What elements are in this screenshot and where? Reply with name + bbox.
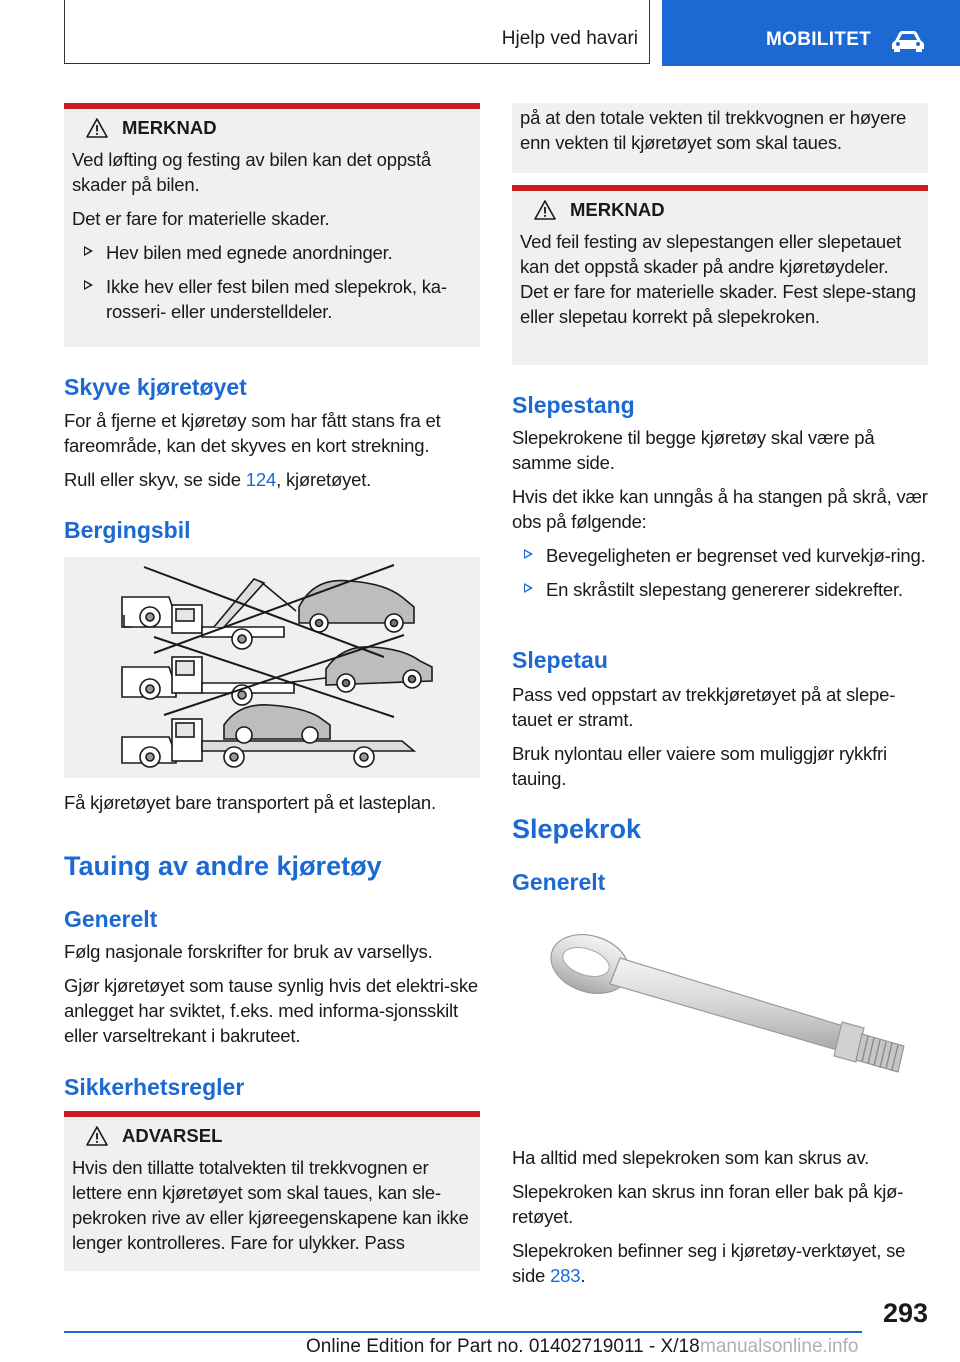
paragraph: Ha alltid med slepekroken som kan skrus av. (512, 1147, 870, 1168)
notice-list (72, 240, 470, 324)
list-item: Ikke hev eller fest bilen med slepekrok, ka-rosseri- eller understelldeler. (72, 274, 470, 324)
header-section-title: Hjelp ved havari (501, 28, 638, 49)
paragraph: For å fjerne et kjøretøy som har fått stans fra et fareområde, kan det skyves en kort strekning. (64, 410, 441, 456)
tow-bar-list (512, 543, 928, 602)
subheading-general: Generelt (512, 869, 606, 895)
warning-triangle-icon (86, 1126, 108, 1146)
warning-title-text: ADVARSEL (122, 1125, 223, 1146)
warning-text: Hvis den tillatte totalvekten til trekkvognen er lettere enn kjøretøyet som skal taues, kan sle-pekroken rive av eller kjøreegenskapene kan ikke lenger kontrolleres. Fare for ulykker. Pass (72, 1157, 469, 1253)
list-item: Hev bilen med egnede anordninger. (72, 240, 470, 265)
page-number: 293 (882, 1298, 928, 1328)
notice-box-lifting (64, 103, 480, 347)
list-item: Bevegeligheten er begrenset ved kurvekjø-ring. (512, 543, 928, 568)
notice-title-text: MERKNAD (570, 199, 665, 220)
heading-tow-bar: Slepestang (512, 392, 635, 418)
caption: Få kjøretøyet bare transportert på et lasteplan. (64, 792, 436, 813)
tow-hook-text (512, 1145, 928, 1297)
heading-tow-truck: Bergingsbil (64, 517, 191, 543)
car-icon (890, 30, 926, 52)
header-chapter-tab[interactable] (662, 0, 960, 66)
warning-box-continued (512, 103, 928, 173)
notice-text: Det er fare for materielle skader. (72, 208, 330, 229)
tow-rope-text (512, 682, 928, 800)
warning-triangle-icon (86, 118, 108, 138)
tow-bar-text (512, 425, 928, 611)
list-bullet-icon (524, 549, 533, 559)
paragraph: Følg nasjonale forskrifter for bruk av varsellys. (64, 941, 433, 962)
push-vehicle-text (64, 408, 480, 501)
page-link[interactable]: 283 (550, 1265, 581, 1286)
list-bullet-icon (84, 280, 93, 290)
notice-text: Ved løfting og festing av bilen kan det oppstå skader på bilen. (72, 149, 431, 195)
list-bullet-icon (524, 583, 533, 593)
subheading-general: Generelt (64, 906, 158, 932)
footer-edition: Online Edition for Part no. 01402719011 - X/18 (306, 1336, 700, 1357)
warning-triangle-icon (534, 200, 556, 220)
footer-rule (64, 1331, 862, 1333)
paragraph: Rull eller skyv, se side 124, kjøretøyet. (64, 469, 372, 490)
warning-text: på at den totale vekten til trekkvognen er høyere enn vekten til kjøretøyet som skal taues. (520, 107, 907, 153)
paragraph: Gjør kjøretøyet som tause synlig hvis det elektri-ske anlegget har sviktet, f.eks. med informa-sjonsskilt eller varseltrekant i bakruteet. (64, 975, 478, 1046)
paragraph: Bruk nylontau eller vaiere som muliggjør rykkfri tauing. (512, 743, 887, 789)
paragraph: Hvis det ikke kan unngås å ha stangen på skrå, vær obs på følgende: (512, 486, 928, 532)
warning-title (86, 1117, 470, 1155)
paragraph: Slepekroken befinner seg i kjøretøy-verktøyet, se side 283. (512, 1240, 906, 1286)
warning-box (64, 1111, 480, 1271)
paragraph: Slepekrokene til begge kjøretøy skal være på samme side. (512, 427, 875, 473)
notice-box-tow-bar (512, 185, 928, 365)
paragraph: Pass ved oppstart av trekkjøretøyet på at slepe-tauet er stramt. (512, 684, 896, 730)
notice-title (86, 109, 470, 147)
list-bullet-icon (84, 246, 93, 256)
heading-tow-hook: Slepekrok (512, 814, 642, 844)
heading-safety-rules: Sikkerhetsregler (64, 1074, 245, 1100)
tow-truck-illustration (64, 557, 480, 778)
tow-hook-image (512, 912, 928, 1132)
towing-general-text (64, 939, 480, 1057)
notice-title-text: MERKNAD (122, 117, 217, 138)
heading-tow-rope: Slepetau (512, 647, 608, 673)
page-link[interactable]: 124 (245, 469, 277, 490)
tow-truck-caption (64, 790, 480, 824)
paragraph: Slepekroken kan skrus inn foran eller bak på kjø-retøyet. (512, 1181, 904, 1227)
list-item: En skråstilt slepestang genererer sidekrefter. (512, 577, 928, 602)
heading-towing-others: Tauing av andre kjøretøy (64, 851, 382, 881)
notice-text: Ved feil festing av slepestangen eller slepetauet kan det oppstå skader på andre kjøretøydeler. Det er fare for materielle skader. Fest slepe-stang eller slepetau korrekt på slepekroken. (520, 231, 916, 327)
heading-push-vehicle: Skyve kjøretøyet (64, 374, 247, 400)
chapter-label: MOBILITET (766, 29, 872, 50)
footer-watermark: manualsonline.info (700, 1336, 859, 1357)
notice-title (534, 191, 918, 229)
page-header (0, 0, 960, 66)
tow-hook-illustration (512, 912, 928, 1132)
tow-truck-diagram (64, 557, 480, 778)
